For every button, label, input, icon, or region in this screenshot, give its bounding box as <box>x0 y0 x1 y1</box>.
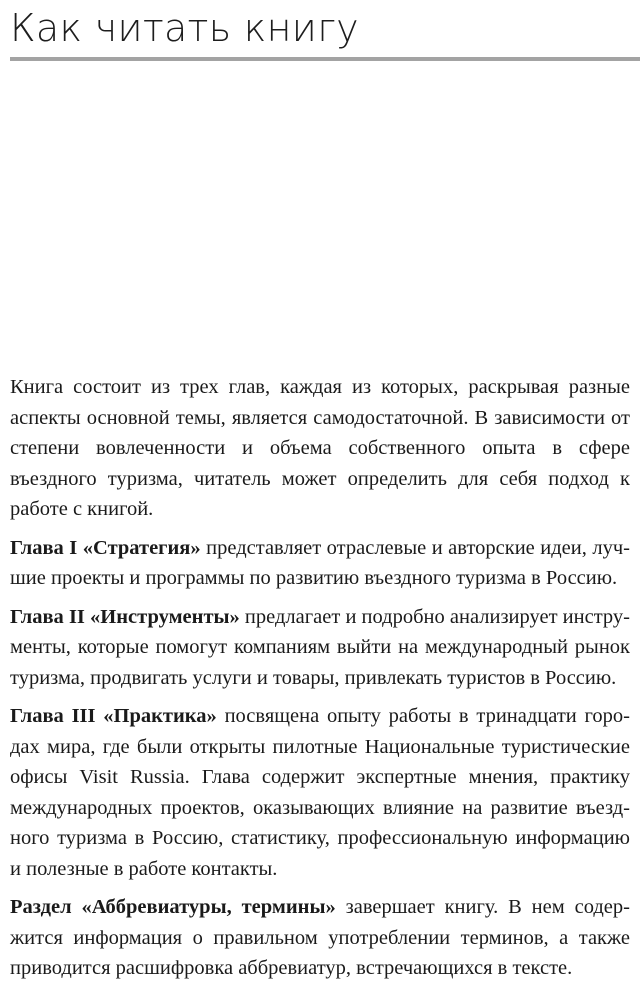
glossary-paragraph <box>10 892 630 984</box>
title-divider <box>10 57 640 61</box>
page-title: Как читать книгу <box>10 6 359 50</box>
glossary-text: завершает книгу. В нем содержится информация о правильном употреблении терминов, а также приводится расшифровка аббревиатур, встречающихся в тексте. <box>10 896 630 979</box>
chapter-3-text: посвящена опыту работы в тринадцати городах мира, где были открыты пилотные Национальные туристические офисы Visit Russia. Глава содержит экспертные мнения, практику международных проектов, оказывающих влияние на развитие въездного туризма в Россию, статистику, профессиональную информацию и полезные в работе контакты. <box>10 705 630 880</box>
chapter-2-heading: Глава II «Инструменты» <box>10 605 240 628</box>
glossary-heading: Раздел «Аббревиатуры, термины» <box>10 896 336 918</box>
chapter-1-heading: Глава I «Стратегия» <box>10 536 201 559</box>
chapter-3-heading: Глава III «Практика» <box>10 705 217 727</box>
chapter-3-paragraph <box>10 701 630 884</box>
chapter-2-paragraph <box>10 602 630 694</box>
chapter-1-text: представляет отраслевые и авторские идеи, лучшие проекты и программы по развитию въездного туризма в Россию. <box>10 536 630 589</box>
chapter-1-paragraph <box>10 533 630 594</box>
chapter-2-text: предлагает и подробно анализирует инструменты, которые помогут компаниям выйти на международный рынок туризма, продвигать услуги и товары, привлекать туристов в Россию. <box>10 605 630 689</box>
book-guide-text <box>10 372 630 992</box>
intro-paragraph: Книга состоит из трех глав, каждая из которых, раскрывая разные аспекты основной темы, является самодостаточной. В зависимости от степени вовлеченности и объема собственного опыта в сфере въездного туризма, читатель может определить для себя подход к работе с книгой. <box>10 376 630 520</box>
